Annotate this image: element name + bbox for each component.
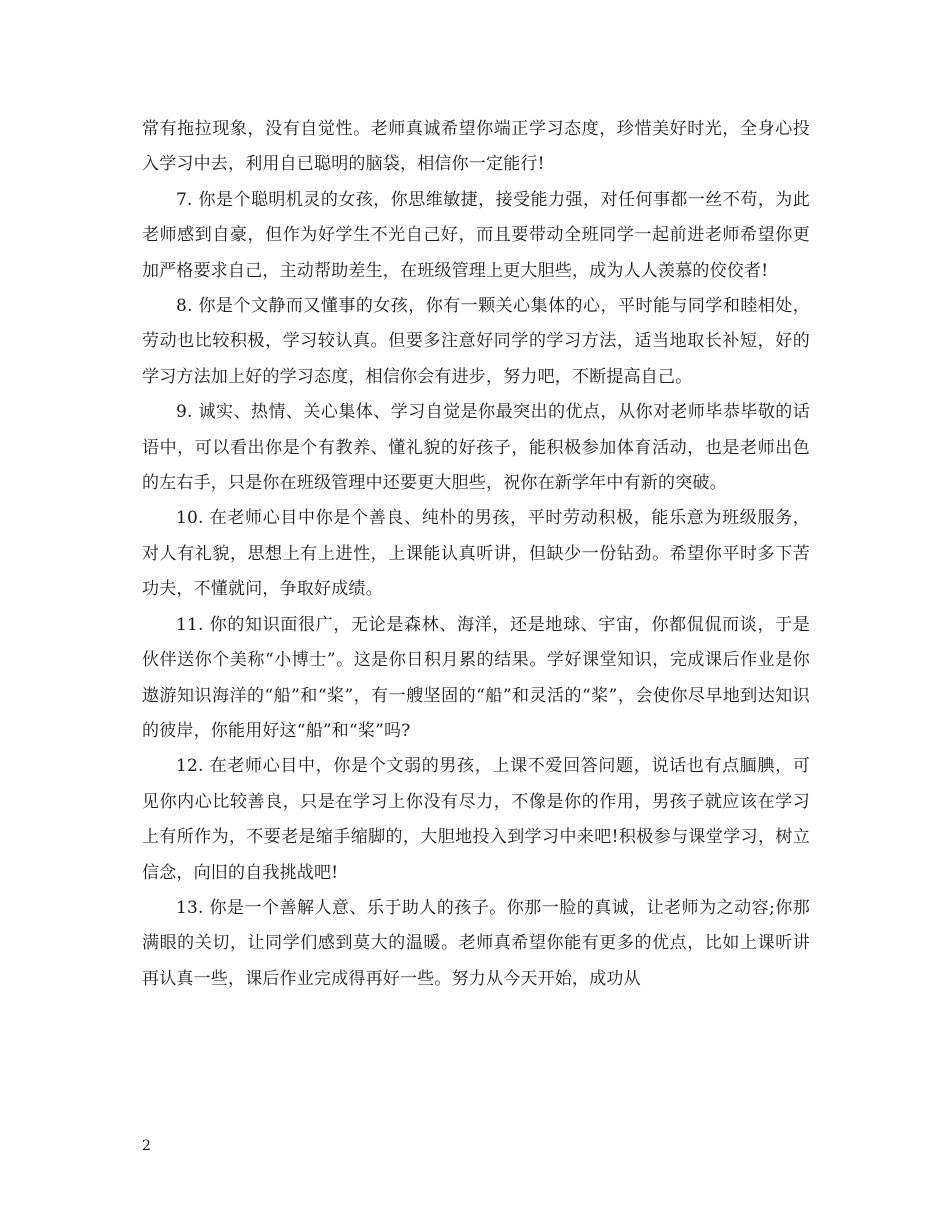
paragraph-item-8: 8. 你是个文静而又懂事的女孩，你有一颗关心集体的心，平时能与同学和睦相处，劳动也比较积极，学习较认真。但要多注意好同学的学习方法，适当地取长补短，好的学习方法加上好的学习态度，相信你会有进步，努力吧，不断提高自己。	[142, 296, 810, 387]
paragraph-item-11: 11. 你的知识面很广，无论是森林、海洋，还是地球、宇宙，你都侃侃而谈，于是伙伴送你个美称“小博士”。这是你日积月累的结果。学好课堂知识，完成课后作业是你遨游知识海洋的“船”和“桨”，有一艘坚固的“船”和灵活的“桨”，会使你尽早地到达知识的彼岸，你能用好这“船”和“桨”吗?	[142, 614, 810, 741]
paragraph-item-13: 13. 你是一个善解人意、乐于助人的孩子。你那一脸的真诚，让老师为之动容;你那满眼的关切，让同学们感到莫大的温暖。老师真希望你能有更多的优点，比如上课听讲再认真一些，课后作业完成得再好一些。努力从今天开始，成功从	[142, 897, 810, 989]
document-body	[142, 112, 810, 997]
paragraph-item-10: 10. 在老师心目中你是个善良、纯朴的男孩，平时劳动积极，能乐意为班级服务，对人有礼貌，思想上有上进性，上课能认真听讲，但缺少一份钻劲。希望你平时多下苦功夫，不懂就问，争取好成绩。	[142, 508, 810, 600]
paragraph-continuation: 常有拖拉现象，没有自觉性。老师真诚希望你端正学习态度，珍惜美好时光，全身心投入学习中去，利用自已聪明的脑袋，相信你一定能行!	[142, 119, 810, 175]
page-number: 2	[142, 1138, 151, 1154]
paragraph-item-12: 12. 在老师心目中，你是个文弱的男孩，上课不爱回答问题，说话也有点腼腆，可见你内心比较善良，只是在学习上你没有尽力，不像是你的作用，男孩子就应该在学习上有所作为，不要老是缩手缩脚的，大胆地投入到学习中来吧!积极参与课堂学习，树立信念，向旧的自我挑战吧!	[142, 756, 810, 883]
paragraph-item-9: 9. 诚实、热情、关心集体、学习自觉是你最突出的优点，从你对老师毕恭毕敬的话语中，可以看出你是个有教养、懂礼貌的好孩子，能积极参加体育活动，也是老师出色的左右手，只是你在班级管理中还要更大胆些，祝你在新学年中有新的突破。	[142, 402, 810, 494]
paragraph-item-7: 7. 你是个聪明机灵的女孩，你思维敏捷，接受能力强，对任何事都一丝不苟，为此老师感到自豪，但作为好学生不光自己好，而且要带动全班同学一起前进老师希望你更加严格要求自己，主动帮助差生，在班级管理上更大胆些，成为人人羡慕的佼佼者!	[142, 189, 810, 281]
